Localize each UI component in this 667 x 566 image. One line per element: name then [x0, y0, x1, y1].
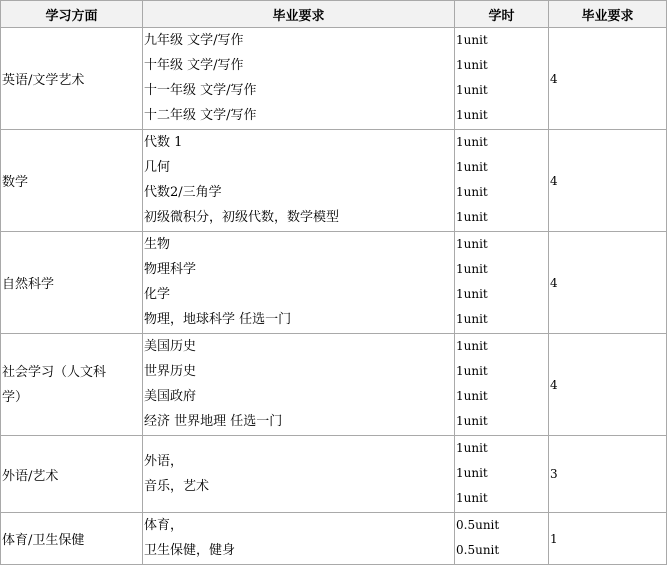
requirement-item: 化学 — [144, 287, 171, 302]
unit-value: 1unit — [456, 466, 488, 480]
units-cell — [455, 232, 549, 334]
header-total-required: 毕业要求 — [549, 1, 667, 28]
header-row — [1, 1, 667, 28]
study-area: 体育/卫生保健 — [1, 513, 143, 565]
unit-value: 1unit — [456, 339, 488, 353]
requirement-item: 世界历史 — [144, 364, 197, 379]
header-units: 学时 — [455, 1, 549, 28]
unit-value: 1unit — [456, 491, 488, 505]
total-credits: 4 — [549, 334, 667, 436]
unit-value: 0.5unit — [456, 543, 500, 557]
units-cell — [455, 436, 549, 513]
table-row — [1, 28, 667, 130]
requirements-cell — [143, 130, 455, 232]
total-credits: 3 — [549, 436, 667, 513]
unit-value: 1unit — [456, 58, 488, 72]
requirement-item: 经济 世界地理 任选一门 — [144, 414, 283, 429]
header-study-area: 学习方面 — [1, 1, 143, 28]
study-area: 外语/艺术 — [1, 436, 143, 513]
units-cell — [455, 130, 549, 232]
table-row — [1, 334, 667, 436]
requirement-item: 物理，地球科学 任选一门 — [144, 312, 292, 327]
requirement-item: 十年级 文学/写作 — [144, 58, 244, 73]
unit-value: 1unit — [456, 210, 488, 224]
requirement-item: 几何 — [144, 160, 171, 175]
requirement-item: 物理科学 — [144, 262, 197, 277]
unit-value: 1unit — [456, 262, 488, 276]
unit-value: 1unit — [456, 185, 488, 199]
unit-value: 1unit — [456, 312, 488, 326]
table-row — [1, 130, 667, 232]
unit-value: 1unit — [456, 160, 488, 174]
table-row — [1, 232, 667, 334]
study-area: 自然科学 — [1, 232, 143, 334]
header-requirements: 毕业要求 — [143, 1, 455, 28]
requirement-item: 外语， — [144, 453, 184, 469]
requirements-cell — [143, 334, 455, 436]
unit-value: 0.5unit — [456, 518, 500, 532]
unit-value: 1unit — [456, 237, 488, 251]
study-area: 数学 — [1, 130, 143, 232]
study-area — [1, 334, 143, 436]
requirements-cell — [143, 513, 455, 565]
requirement-item: 体育， — [144, 518, 184, 533]
requirement-item: 生物 — [144, 237, 171, 252]
requirement-item: 十二年级 文学/写作 — [144, 108, 257, 123]
units-cell — [455, 28, 549, 130]
table-row — [1, 513, 667, 565]
unit-value: 1unit — [456, 389, 488, 403]
units-cell — [455, 513, 549, 565]
total-credits: 4 — [549, 130, 667, 232]
total-credits: 4 — [549, 232, 667, 334]
requirement-item: 九年级 文学/写作 — [144, 33, 244, 48]
total-credits: 4 — [549, 28, 667, 130]
requirements-cell — [143, 436, 455, 513]
requirement-item: 十一年级 文学/写作 — [144, 83, 257, 98]
unit-value: 1unit — [456, 441, 488, 455]
requirement-item: 音乐，艺术 — [144, 478, 210, 494]
requirements-cell — [143, 28, 455, 130]
unit-value: 1unit — [456, 33, 488, 47]
requirement-item: 代数2/三角学 — [144, 185, 222, 200]
requirement-item: 初级微积分，初级代数，数学模型 — [144, 210, 340, 225]
unit-value: 1unit — [456, 108, 488, 122]
requirement-item: 代数 1 — [144, 135, 183, 150]
requirement-item: 美国政府 — [144, 389, 197, 404]
requirements-cell — [143, 232, 455, 334]
requirement-item: 美国历史 — [144, 339, 197, 354]
unit-value: 1unit — [456, 414, 488, 428]
table-row — [1, 436, 667, 513]
unit-value: 1unit — [456, 287, 488, 301]
study-area-label: 社会学习（人文科学） — [2, 364, 107, 405]
total-credits: 1 — [549, 513, 667, 565]
unit-value: 1unit — [456, 135, 488, 149]
unit-value: 1unit — [456, 364, 488, 378]
requirement-item: 卫生保健，健身 — [144, 543, 236, 558]
unit-value: 1unit — [456, 83, 488, 97]
units-cell — [455, 334, 549, 436]
study-area: 英语/文学艺术 — [1, 28, 143, 130]
